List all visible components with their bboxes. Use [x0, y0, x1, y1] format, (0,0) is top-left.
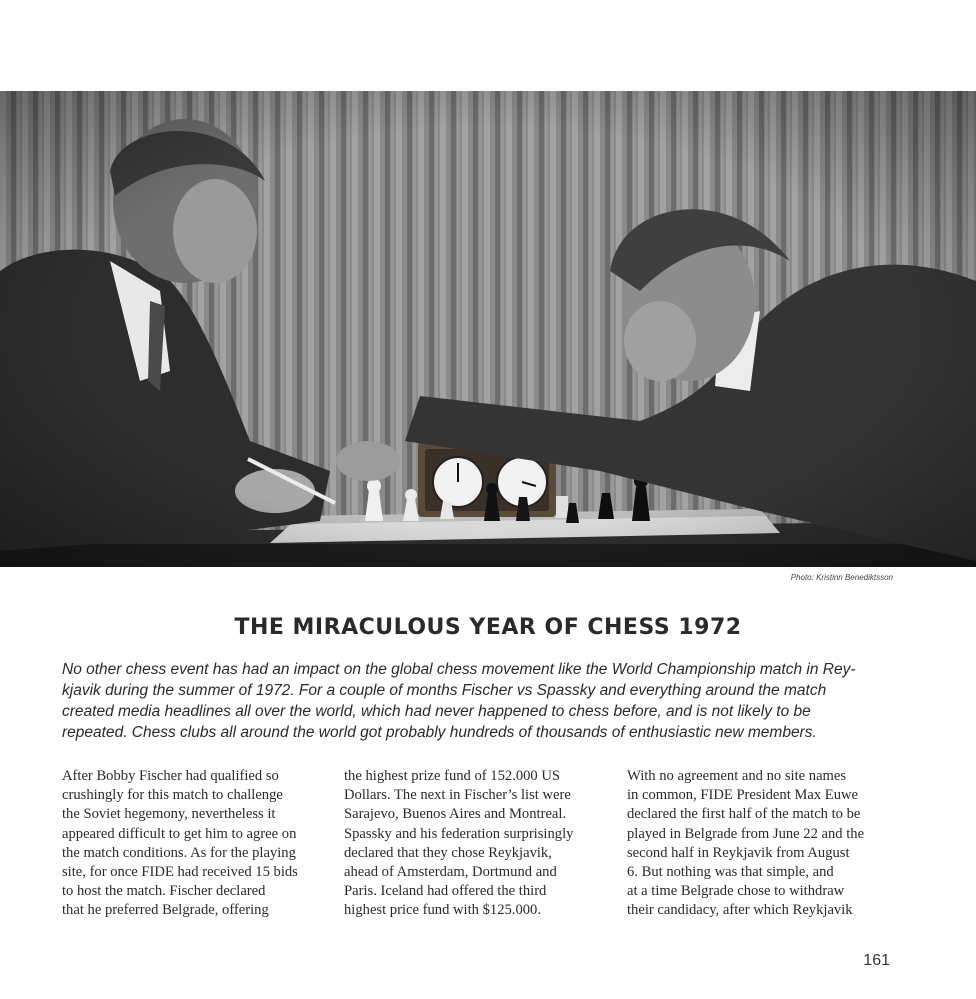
body-line: With no agreement and no site names: [627, 768, 847, 784]
body-line: the match conditions. As for the playing: [62, 844, 296, 861]
body-line: Spassky and his federation surprisingly: [344, 825, 574, 842]
body-line: played in Belgrade from June 22 and the: [627, 825, 865, 842]
intro-line: created media headlines all over the world, which had never happened to chess before, and is not likely to be: [62, 703, 811, 720]
body-column-2: [344, 767, 610, 921]
body-line: highest price fund with $125.000.: [344, 902, 541, 919]
body-line: Paris. Iceland had offered the third: [344, 883, 547, 900]
body-line: that he preferred Belgrade, offering: [62, 902, 269, 919]
body-line: their candidacy, after which Reykjavik: [627, 902, 853, 919]
article-title: THE MIRACULOUS YEAR OF CHESS 1972: [234, 615, 742, 640]
intro-line: kjavik during the summer of 1972. For a couple of months Fischer vs Spassky and everything around the match: [62, 682, 827, 699]
body-line: appeared difficult to get him to agree on: [62, 825, 297, 842]
body-line: Dollars. The next in Fischer’s list were: [344, 787, 571, 804]
body-line: the Soviet hegemony, nevertheless it: [62, 806, 276, 823]
chess-match-photo: [0, 91, 976, 567]
body-line: second half in Reykjavik from August: [627, 844, 850, 861]
body-line: in common, FIDE President Max Euwe: [627, 787, 859, 804]
page-number: 161: [863, 952, 890, 969]
body-line: After Bobby Fischer had qualified so: [62, 768, 279, 784]
body-line: ahead of Amsterdam, Dortmund and: [344, 864, 557, 881]
body-line: the highest prize fund of 152.000 US: [344, 768, 561, 784]
intro-line: repeated. Chess clubs all around the world got probably hundreds of thousands of enthusiastic new members.: [62, 724, 817, 741]
body-line: crushingly for this match to challenge: [62, 787, 283, 804]
body-line: at a time Belgrade chose to withdraw: [627, 883, 845, 900]
body-line: declared the first half of the match to be: [627, 806, 861, 823]
article-intro: [62, 659, 904, 743]
intro-line: No other chess event has had an impact on the global chess movement like the World Championship match in Rey-: [62, 661, 856, 678]
body-line: 6. But nothing was that simple, and: [627, 864, 834, 881]
body-line: Sarajevo, Buenos Aires and Montreal.: [344, 806, 567, 823]
photo-caption: Photo: Kristinn Benediktsson: [790, 573, 893, 582]
body-line: declared that they chose Reykjavik,: [344, 844, 552, 861]
body-column-3: [627, 767, 893, 921]
body-column-1: [62, 767, 328, 921]
body-line: to host the match. Fischer declared: [62, 883, 266, 900]
body-line: site, for once FIDE had received 15 bids: [62, 864, 298, 881]
